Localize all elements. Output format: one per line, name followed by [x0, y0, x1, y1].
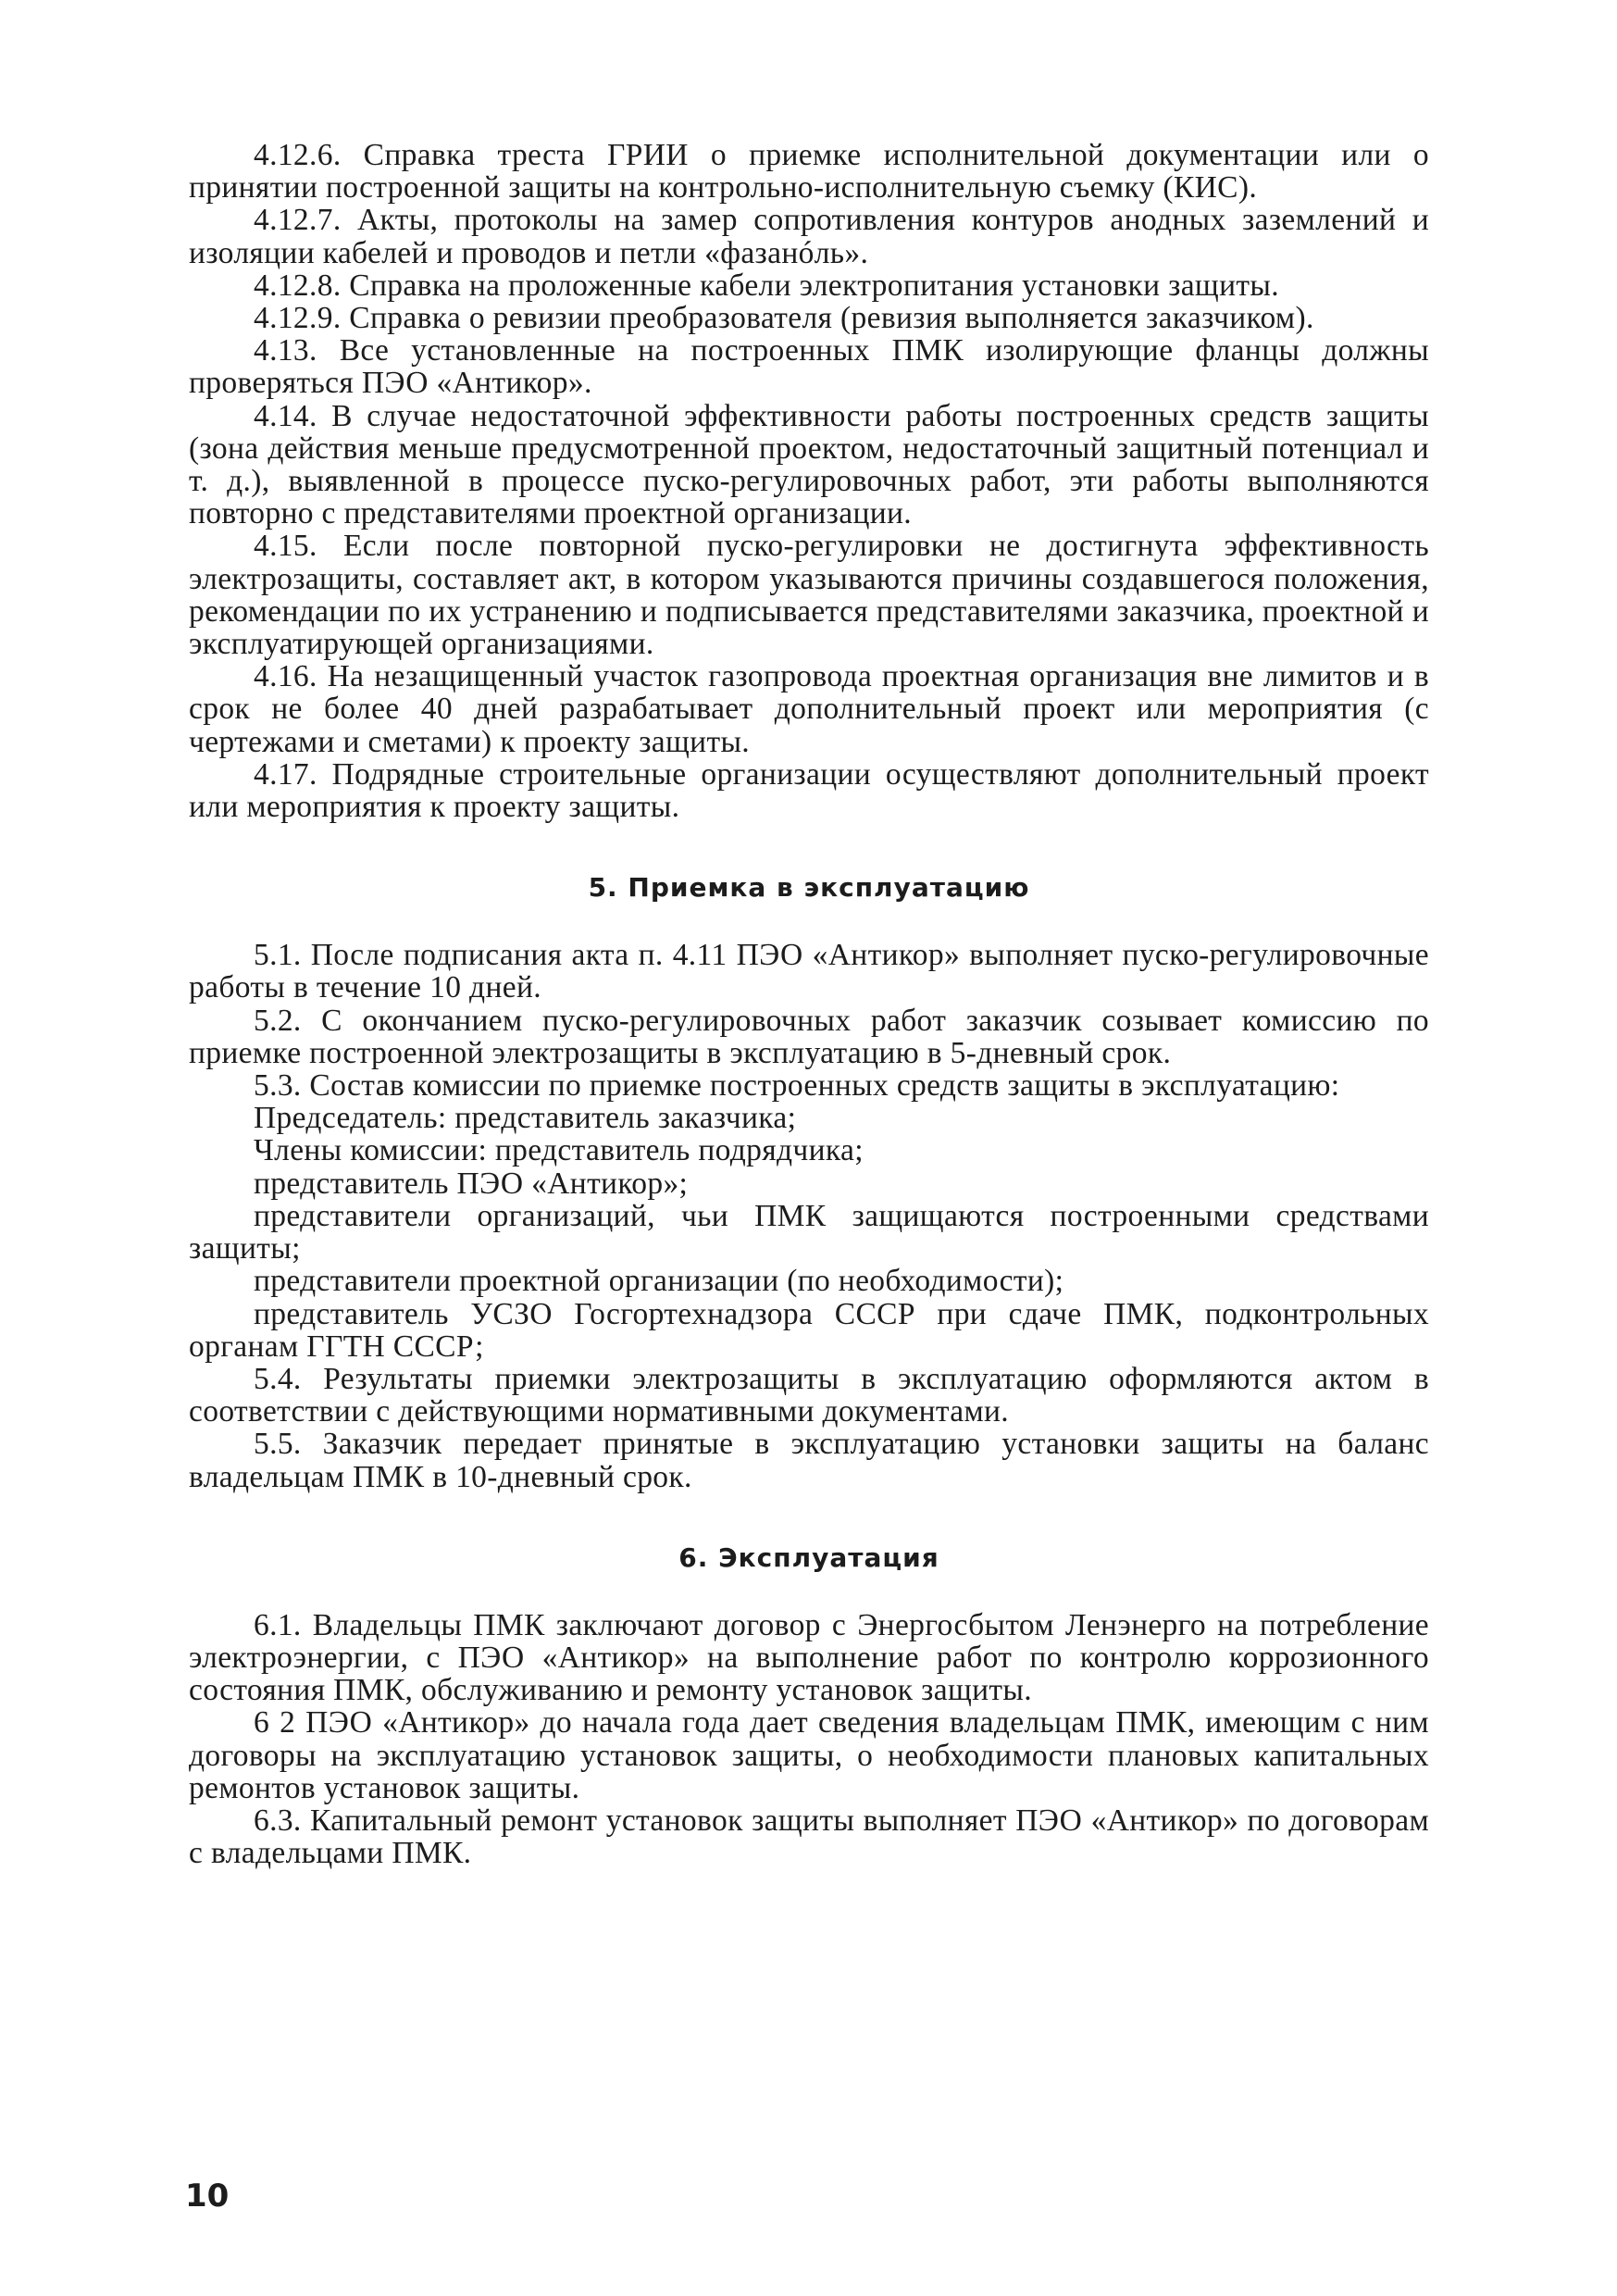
paragraph-5-3: 5.3. Состав комиссии по приемке построенных средств защиты в эксплуатацию:	[254, 1068, 1340, 1104]
commission-member-gosgortekhnadzor-text: представитель УСЗО Госгортехнадзора СССР при сдаче ПМК, подконтрольных органам ГГТН СССР;	[189, 1296, 1429, 1364]
paragraph-6-1: 6.1. Владельцы ПМК заключают договор с Энергосбытом Ленэнерго на потребление электроэнергии, с ПЭО «Антикор» на выполнение работ по контролю коррозионного состояния ПМК, обслуживанию и ремонту установок защиты.	[189, 1607, 1429, 1708]
paragraph-6-2: 6 2 ПЭО «Антикор» до начала года дает сведения владельцам ПМК, имеющим с ним договоры на эксплуатацию установок защиты, о необходимости плановых капитальных ремонтов установок защиты.	[189, 1705, 1429, 1805]
paragraph-4-12-7: 4.12.7. Акты, протоколы на замер сопротивления контуров анодных заземлений и изоляции кабелей и проводов и петли «фазанóль».	[189, 203, 1429, 270]
commission-member-contractor: Члены комиссии: представитель подрядчика;	[254, 1133, 864, 1168]
paragraph-4-12-6: 4.12.6. Справка треста ГРИИ о приемке исполнительной документации или о принятии построенной защиты на контрольно-исполнительную съемку (КИС).	[189, 138, 1429, 206]
section-5-heading: 5. Приемка в эксплуатацию	[588, 872, 1030, 904]
commission-member-organizations-text: представители организаций, чьи ПМК защищаются построенными средствами защиты;	[189, 1198, 1429, 1267]
paragraph-4-12-8: 4.12.8. Справка на проложенные кабели электропитания установки защиты.	[254, 268, 1279, 303]
paragraph-5-5: 5.5. Заказчик передает принятые в эксплуатацию установки защиты на баланс владельцам ПМК в 10-дневный срок.	[189, 1427, 1429, 1494]
paragraph-4-17: 4.17. Подрядные строительные организации осуществляют дополнительный проект или мероприятия к проекту защиты.	[189, 756, 1429, 825]
paragraph-4-14: 4.14. В случае недостаточной эффективности работы построенных средств защиты (зона действия меньше предусмотренной проектом, недостаточный защитный потенциал и т. д.), выявленной в процессе пуско-регулировочных работ, эти работы выполняются повторно с представителями проектной организации.	[189, 398, 1429, 531]
paragraph-4-15: 4.15. Если после повторной пуско-регулировки не достигнута эффективность электрозащиты, составляет акт, в котором указываются причины создавшегося положения, рекомендации по их устранению и подписывается представителями заказчика, проектной и эксплуатирующей организациями.	[189, 529, 1429, 662]
commission-member-antikor: представитель ПЭО «Антикор»;	[254, 1166, 689, 1201]
paragraph-5-2: 5.2. С окончанием пуско-регулировочных работ заказчик созывает комиссию по приемке построенной электрозащиты в эксплуатацию в 5-дневный срок.	[189, 1003, 1429, 1070]
paragraph-4-12-9: 4.12.9. Справка о ревизии преобразователя (ревизия выполняется заказчиком).	[254, 301, 1314, 336]
commission-member-gosgortekhnadzor	[189, 1298, 1429, 1363]
paragraph-5-1: 5.1. После подписания акта п. 4.11 ПЭО «Антикор» выполняет пуско-регулировочные работы в течение 10 дней.	[189, 938, 1429, 1005]
commission-member-organizations	[189, 1200, 1429, 1265]
paragraph-5-4: 5.4. Результаты приемки электрозащиты в эксплуатацию оформляются актом в соответствии с действующими нормативными документами.	[189, 1361, 1429, 1429]
commission-member-design-org: представители проектной организации (по необходимости);	[254, 1264, 1064, 1299]
commission-member-chair: Председатель: представитель заказчика;	[254, 1101, 797, 1136]
document-page	[189, 139, 1429, 1869]
section-6-heading: 6. Эксплуатация	[678, 1541, 939, 1573]
paragraph-6-3: 6.3. Капитальный ремонт установок защиты выполняет ПЭО «Антикор» по договорам с владельцами ПМК.	[189, 1803, 1429, 1871]
page-number: 10	[185, 2177, 230, 2215]
paragraph-4-16: 4.16. На незащищенный участок газопровода проектная организация вне лимитов и в срок не более 40 дней разрабатывает дополнительный проект или мероприятия (с чертежами и сметами) к проекту защиты.	[189, 659, 1429, 759]
paragraph-4-13: 4.13. Все установленные на построенных ПМК изолирующие фланцы должны проверяться ПЭО «Антикор».	[189, 333, 1429, 401]
